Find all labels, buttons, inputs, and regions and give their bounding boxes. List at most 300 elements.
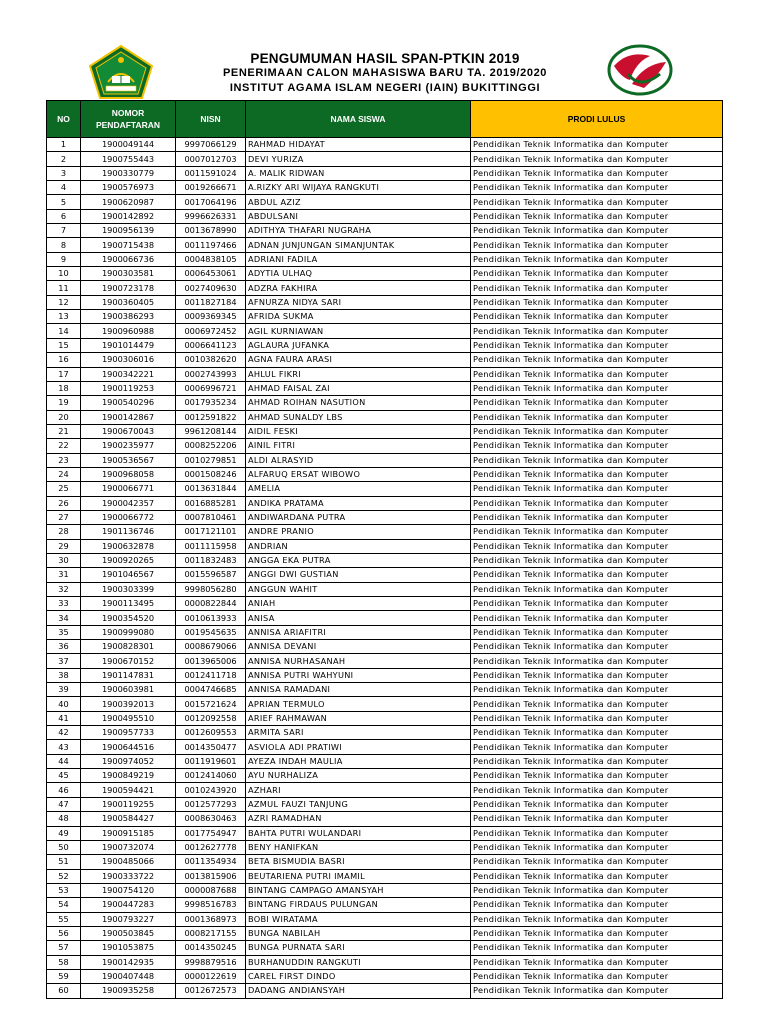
cell-no: 3 xyxy=(47,166,81,180)
cell-no: 45 xyxy=(47,769,81,783)
cell-nomor-pendaftaran: 1900603981 xyxy=(81,683,176,697)
cell-nisn: 0013815906 xyxy=(176,869,246,883)
cell-nama-siswa: APRIAN TERMULO xyxy=(246,697,471,711)
cell-nomor-pendaftaran: 1900330779 xyxy=(81,166,176,180)
table-row xyxy=(47,625,723,639)
cell-nama-siswa: BINTANG FIRDAUS PULUNGAN xyxy=(246,898,471,912)
cell-nama-siswa: ADITHYA THAFARI NUGRAHA xyxy=(246,224,471,238)
cell-nama-siswa: AGIL KURNIAWAN xyxy=(246,324,471,338)
cell-no: 19 xyxy=(47,396,81,410)
cell-no: 41 xyxy=(47,711,81,725)
cell-prodi-lulus: Pendidikan Teknik Informatika dan Komputer xyxy=(471,496,723,510)
cell-nisn: 0010279851 xyxy=(176,453,246,467)
cell-no: 26 xyxy=(47,496,81,510)
table-row xyxy=(47,267,723,281)
cell-nomor-pendaftaran: 1900485066 xyxy=(81,855,176,869)
cell-no: 18 xyxy=(47,381,81,395)
cell-no: 47 xyxy=(47,797,81,811)
cell-nomor-pendaftaran: 1900754120 xyxy=(81,883,176,897)
page-subtitle: PENERIMAAN CALON MAHASISWA BARU TA. 2019/2020 xyxy=(222,67,548,79)
cell-nama-siswa: AZHARI xyxy=(246,783,471,797)
cell-nisn: 0012411718 xyxy=(176,668,246,682)
cell-no: 54 xyxy=(47,898,81,912)
cell-no: 9 xyxy=(47,252,81,266)
cell-nomor-pendaftaran: 1900576973 xyxy=(81,181,176,195)
cell-nama-siswa: BUNGA NABILAH xyxy=(246,926,471,940)
cell-prodi-lulus: Pendidikan Teknik Informatika dan Komputer xyxy=(471,295,723,309)
cell-no: 36 xyxy=(47,640,81,654)
cell-nama-siswa: ADYTIA ULHAQ xyxy=(246,267,471,281)
cell-prodi-lulus: Pendidikan Teknik Informatika dan Komputer xyxy=(471,582,723,596)
cell-prodi-lulus: Pendidikan Teknik Informatika dan Komputer xyxy=(471,797,723,811)
cell-no: 11 xyxy=(47,281,81,295)
cell-nomor-pendaftaran: 1901136746 xyxy=(81,525,176,539)
iain-logo-icon xyxy=(606,44,674,96)
cell-prodi-lulus: Pendidikan Teknik Informatika dan Komputer xyxy=(471,381,723,395)
cell-no: 17 xyxy=(47,367,81,381)
cell-nomor-pendaftaran: 1900584427 xyxy=(81,812,176,826)
table-row xyxy=(47,826,723,840)
table-row xyxy=(47,797,723,811)
cell-nama-siswa: RAHMAD HIDAYAT xyxy=(246,138,471,152)
cell-nama-siswa: ANISA xyxy=(246,611,471,625)
cell-nisn: 0011115958 xyxy=(176,539,246,553)
table-row xyxy=(47,353,723,367)
cell-nomor-pendaftaran: 1900715438 xyxy=(81,238,176,252)
cell-nomor-pendaftaran: 1900968058 xyxy=(81,467,176,481)
cell-nama-siswa: BAHTA PUTRI WULANDARI xyxy=(246,826,471,840)
cell-nomor-pendaftaran: 1901147831 xyxy=(81,668,176,682)
column-header-prodi-lulus: PRODI LULUS xyxy=(471,101,723,138)
cell-prodi-lulus: Pendidikan Teknik Informatika dan Komputer xyxy=(471,668,723,682)
cell-no: 1 xyxy=(47,138,81,152)
cell-nama-siswa: AINIL FITRI xyxy=(246,439,471,453)
table-row xyxy=(47,410,723,424)
cell-no: 32 xyxy=(47,582,81,596)
institution-name: INSTITUT AGAMA ISLAM NEGERI (IAIN) BUKITTINGGI xyxy=(229,82,541,94)
cell-nama-siswa: BETA BISMUDIA BASRI xyxy=(246,855,471,869)
cell-nisn: 0007810461 xyxy=(176,510,246,524)
cell-nomor-pendaftaran: 1900920265 xyxy=(81,553,176,567)
cell-nisn: 0015721624 xyxy=(176,697,246,711)
cell-nomor-pendaftaran: 1900119255 xyxy=(81,797,176,811)
cell-no: 23 xyxy=(47,453,81,467)
table-row xyxy=(47,252,723,266)
cell-nama-siswa: ANNISA PUTRI WAHYUNI xyxy=(246,668,471,682)
cell-nisn: 0012577293 xyxy=(176,797,246,811)
cell-prodi-lulus: Pendidikan Teknik Informatika dan Komputer xyxy=(471,955,723,969)
page-header xyxy=(0,0,768,98)
cell-prodi-lulus: Pendidikan Teknik Informatika dan Komputer xyxy=(471,510,723,524)
cell-no: 14 xyxy=(47,324,81,338)
table-row xyxy=(47,597,723,611)
cell-no: 57 xyxy=(47,941,81,955)
table-row xyxy=(47,869,723,883)
cell-nama-siswa: ANDRE PRANIO xyxy=(246,525,471,539)
cell-nomor-pendaftaran: 1900066736 xyxy=(81,252,176,266)
cell-prodi-lulus: Pendidikan Teknik Informatika dan Komputer xyxy=(471,883,723,897)
cell-nomor-pendaftaran: 1900303399 xyxy=(81,582,176,596)
cell-no: 5 xyxy=(47,195,81,209)
cell-prodi-lulus: Pendidikan Teknik Informatika dan Komputer xyxy=(471,740,723,754)
cell-no: 35 xyxy=(47,625,81,639)
table-row xyxy=(47,166,723,180)
cell-no: 55 xyxy=(47,912,81,926)
cell-nisn: 0002743993 xyxy=(176,367,246,381)
cell-nama-siswa: ANNISA NURHASANAH xyxy=(246,654,471,668)
table-header-row xyxy=(47,101,723,138)
cell-nomor-pendaftaran: 1900755443 xyxy=(81,152,176,166)
cell-nisn: 0019545635 xyxy=(176,625,246,639)
cell-nomor-pendaftaran: 1900935258 xyxy=(81,984,176,998)
table-row xyxy=(47,453,723,467)
cell-nama-siswa: AFRIDA SUKMA xyxy=(246,310,471,324)
cell-nomor-pendaftaran: 1901014479 xyxy=(81,338,176,352)
kemenag-logo-icon xyxy=(86,44,156,100)
cell-nomor-pendaftaran: 1900447283 xyxy=(81,898,176,912)
cell-nama-siswa: ANNISA RAMADANI xyxy=(246,683,471,697)
cell-prodi-lulus: Pendidikan Teknik Informatika dan Komputer xyxy=(471,625,723,639)
table-row xyxy=(47,654,723,668)
cell-nomor-pendaftaran: 1900303581 xyxy=(81,267,176,281)
cell-prodi-lulus: Pendidikan Teknik Informatika dan Komputer xyxy=(471,683,723,697)
cell-nama-siswa: AGLAURA JUFANKA xyxy=(246,338,471,352)
cell-prodi-lulus: Pendidikan Teknik Informatika dan Komputer xyxy=(471,396,723,410)
cell-prodi-lulus: Pendidikan Teknik Informatika dan Komputer xyxy=(471,252,723,266)
cell-prodi-lulus: Pendidikan Teknik Informatika dan Komputer xyxy=(471,926,723,940)
cell-nisn: 0014350245 xyxy=(176,941,246,955)
cell-nisn: 9996626331 xyxy=(176,209,246,223)
cell-nisn: 0009369345 xyxy=(176,310,246,324)
table-row xyxy=(47,855,723,869)
cell-nomor-pendaftaran: 1900142867 xyxy=(81,410,176,424)
cell-nomor-pendaftaran: 1900915185 xyxy=(81,826,176,840)
table-row xyxy=(47,424,723,438)
cell-prodi-lulus: Pendidikan Teknik Informatika dan Komputer xyxy=(471,553,723,567)
cell-nomor-pendaftaran: 1900235977 xyxy=(81,439,176,453)
cell-nisn: 0016885281 xyxy=(176,496,246,510)
cell-prodi-lulus: Pendidikan Teknik Informatika dan Komputer xyxy=(471,869,723,883)
cell-prodi-lulus: Pendidikan Teknik Informatika dan Komputer xyxy=(471,367,723,381)
cell-nama-siswa: ANDRIAN xyxy=(246,539,471,553)
cell-nomor-pendaftaran: 1900723178 xyxy=(81,281,176,295)
cell-nomor-pendaftaran: 1900594421 xyxy=(81,783,176,797)
cell-nomor-pendaftaran: 1901046567 xyxy=(81,568,176,582)
cell-nisn: 0006641123 xyxy=(176,338,246,352)
table-row xyxy=(47,482,723,496)
cell-no: 12 xyxy=(47,295,81,309)
cell-prodi-lulus: Pendidikan Teknik Informatika dan Komputer xyxy=(471,324,723,338)
cell-nama-siswa: ABDUL AZIZ xyxy=(246,195,471,209)
cell-prodi-lulus: Pendidikan Teknik Informatika dan Komputer xyxy=(471,410,723,424)
cell-prodi-lulus: Pendidikan Teknik Informatika dan Komputer xyxy=(471,654,723,668)
cell-nama-siswa: AHMAD FAISAL ZAI xyxy=(246,381,471,395)
cell-no: 42 xyxy=(47,726,81,740)
cell-nisn: 0012672573 xyxy=(176,984,246,998)
table-row xyxy=(47,525,723,539)
table-row xyxy=(47,941,723,955)
cell-prodi-lulus: Pendidikan Teknik Informatika dan Komputer xyxy=(471,568,723,582)
cell-nomor-pendaftaran: 1900113495 xyxy=(81,597,176,611)
cell-nama-siswa: CAREL FIRST DINDO xyxy=(246,969,471,983)
cell-nama-siswa: AYEZA INDAH MAULIA xyxy=(246,754,471,768)
table-row xyxy=(47,969,723,983)
cell-prodi-lulus: Pendidikan Teknik Informatika dan Komputer xyxy=(471,754,723,768)
column-header-nomor-pendaftaran: NOMOR PENDAFTARAN xyxy=(81,101,176,138)
table-row xyxy=(47,396,723,410)
cell-nisn: 0010243920 xyxy=(176,783,246,797)
cell-nama-siswa: AHLUL FIKRI xyxy=(246,367,471,381)
cell-nama-siswa: ANNISA DEVANI xyxy=(246,640,471,654)
cell-nomor-pendaftaran: 1900793227 xyxy=(81,912,176,926)
cell-nisn: 9961208144 xyxy=(176,424,246,438)
cell-nama-siswa: AZMUL FAUZI TANJUNG xyxy=(246,797,471,811)
cell-nisn: 0011591024 xyxy=(176,166,246,180)
cell-nomor-pendaftaran: 1900956139 xyxy=(81,224,176,238)
table-row xyxy=(47,582,723,596)
cell-nisn: 0013965006 xyxy=(176,654,246,668)
table-row xyxy=(47,195,723,209)
table-row xyxy=(47,310,723,324)
cell-prodi-lulus: Pendidikan Teknik Informatika dan Komputer xyxy=(471,697,723,711)
cell-no: 22 xyxy=(47,439,81,453)
cell-nisn: 0001368973 xyxy=(176,912,246,926)
table-row xyxy=(47,711,723,725)
cell-nama-siswa: ADRIANI FADILA xyxy=(246,252,471,266)
cell-nisn: 0008217155 xyxy=(176,926,246,940)
cell-no: 7 xyxy=(47,224,81,238)
cell-prodi-lulus: Pendidikan Teknik Informatika dan Komputer xyxy=(471,224,723,238)
table-row xyxy=(47,640,723,654)
cell-prodi-lulus: Pendidikan Teknik Informatika dan Komputer xyxy=(471,783,723,797)
cell-nama-siswa: A. MALIK RIDWAN xyxy=(246,166,471,180)
cell-nama-siswa: ARIEF RAHMAWAN xyxy=(246,711,471,725)
cell-nisn: 9998056280 xyxy=(176,582,246,596)
cell-no: 50 xyxy=(47,840,81,854)
cell-no: 15 xyxy=(47,338,81,352)
table-row xyxy=(47,281,723,295)
cell-no: 56 xyxy=(47,926,81,940)
cell-nama-siswa: BINTANG CAMPAGO AMANSYAH xyxy=(246,883,471,897)
cell-nomor-pendaftaran: 1900354520 xyxy=(81,611,176,625)
cell-prodi-lulus: Pendidikan Teknik Informatika dan Komputer xyxy=(471,166,723,180)
cell-nisn: 0010382620 xyxy=(176,353,246,367)
cell-nisn: 0008630463 xyxy=(176,812,246,826)
cell-nama-siswa: ANDIKA PRATAMA xyxy=(246,496,471,510)
cell-prodi-lulus: Pendidikan Teknik Informatika dan Komputer xyxy=(471,525,723,539)
cell-nisn: 0013631844 xyxy=(176,482,246,496)
table-row xyxy=(47,224,723,238)
cell-nama-siswa: AZRI RAMADHAN xyxy=(246,812,471,826)
table-row xyxy=(47,611,723,625)
cell-nomor-pendaftaran: 1900333722 xyxy=(81,869,176,883)
table-row xyxy=(47,553,723,567)
cell-no: 31 xyxy=(47,568,81,582)
cell-nama-siswa: ARMITA SARI xyxy=(246,726,471,740)
table-row xyxy=(47,568,723,582)
cell-prodi-lulus: Pendidikan Teknik Informatika dan Komputer xyxy=(471,912,723,926)
cell-nama-siswa: AFNURZA NIDYA SARI xyxy=(246,295,471,309)
cell-no: 39 xyxy=(47,683,81,697)
cell-no: 24 xyxy=(47,467,81,481)
cell-nama-siswa: ALDI ALRASYID xyxy=(246,453,471,467)
cell-no: 34 xyxy=(47,611,81,625)
cell-no: 51 xyxy=(47,855,81,869)
cell-prodi-lulus: Pendidikan Teknik Informatika dan Komputer xyxy=(471,267,723,281)
cell-nomor-pendaftaran: 1900540296 xyxy=(81,396,176,410)
cell-nama-siswa: ALFARUQ ERSAT WIBOWO xyxy=(246,467,471,481)
cell-prodi-lulus: Pendidikan Teknik Informatika dan Komputer xyxy=(471,611,723,625)
cell-nisn: 0014350477 xyxy=(176,740,246,754)
column-header-nama-siswa: NAMA SISWA xyxy=(246,101,471,138)
table-row xyxy=(47,539,723,553)
cell-nama-siswa: DEVI YURIZA xyxy=(246,152,471,166)
table-row xyxy=(47,138,723,152)
cell-nama-siswa: AHMAD SUNALDY LBS xyxy=(246,410,471,424)
cell-nomor-pendaftaran: 1901053875 xyxy=(81,941,176,955)
cell-nomor-pendaftaran: 1900119253 xyxy=(81,381,176,395)
cell-nisn: 0019266671 xyxy=(176,181,246,195)
cell-nomor-pendaftaran: 1900536567 xyxy=(81,453,176,467)
cell-nomor-pendaftaran: 1900066772 xyxy=(81,510,176,524)
cell-nomor-pendaftaran: 1900828301 xyxy=(81,640,176,654)
cell-no: 2 xyxy=(47,152,81,166)
page-title: PENGUMUMAN HASIL SPAN-PTKIN 2019 xyxy=(250,51,520,66)
cell-prodi-lulus: Pendidikan Teknik Informatika dan Komputer xyxy=(471,769,723,783)
cell-nisn: 0017064196 xyxy=(176,195,246,209)
cell-nomor-pendaftaran: 1900049144 xyxy=(81,138,176,152)
cell-nomor-pendaftaran: 1900849219 xyxy=(81,769,176,783)
cell-nomor-pendaftaran: 1900644516 xyxy=(81,740,176,754)
cell-prodi-lulus: Pendidikan Teknik Informatika dan Komputer xyxy=(471,353,723,367)
table-row xyxy=(47,812,723,826)
cell-nama-siswa: ANDIWARDANA PUTRA xyxy=(246,510,471,524)
cell-nisn: 0010613933 xyxy=(176,611,246,625)
cell-no: 6 xyxy=(47,209,81,223)
cell-prodi-lulus: Pendidikan Teknik Informatika dan Komputer xyxy=(471,482,723,496)
cell-nomor-pendaftaran: 1900670152 xyxy=(81,654,176,668)
cell-nomor-pendaftaran: 1900407448 xyxy=(81,969,176,983)
cell-nisn: 0006972452 xyxy=(176,324,246,338)
cell-nisn: 0001508246 xyxy=(176,467,246,481)
cell-nama-siswa: BUNGA PURNATA SARI xyxy=(246,941,471,955)
cell-nama-siswa: AMELIA xyxy=(246,482,471,496)
cell-prodi-lulus: Pendidikan Teknik Informatika dan Komputer xyxy=(471,984,723,998)
cell-no: 43 xyxy=(47,740,81,754)
table-row xyxy=(47,769,723,783)
cell-no: 29 xyxy=(47,539,81,553)
cell-nisn: 0000087688 xyxy=(176,883,246,897)
table-row xyxy=(47,181,723,195)
cell-nomor-pendaftaran: 1900495510 xyxy=(81,711,176,725)
table-row xyxy=(47,840,723,854)
cell-nisn: 0015596587 xyxy=(176,568,246,582)
cell-no: 49 xyxy=(47,826,81,840)
cell-no: 4 xyxy=(47,181,81,195)
cell-nisn: 0012627778 xyxy=(176,840,246,854)
table-body xyxy=(47,138,723,999)
cell-nama-siswa: BEUTARIENA PUTRI IMAMIL xyxy=(246,869,471,883)
cell-prodi-lulus: Pendidikan Teknik Informatika dan Komputer xyxy=(471,969,723,983)
cell-nisn: 0013678990 xyxy=(176,224,246,238)
cell-prodi-lulus: Pendidikan Teknik Informatika dan Komputer xyxy=(471,238,723,252)
table-row xyxy=(47,510,723,524)
cell-nisn: 0012591822 xyxy=(176,410,246,424)
cell-no: 21 xyxy=(47,424,81,438)
cell-prodi-lulus: Pendidikan Teknik Informatika dan Komputer xyxy=(471,840,723,854)
cell-no: 25 xyxy=(47,482,81,496)
cell-nomor-pendaftaran: 1900386293 xyxy=(81,310,176,324)
cell-prodi-lulus: Pendidikan Teknik Informatika dan Komputer xyxy=(471,209,723,223)
cell-nisn: 0000822844 xyxy=(176,597,246,611)
cell-nomor-pendaftaran: 1900306016 xyxy=(81,353,176,367)
table-row xyxy=(47,324,723,338)
cell-prodi-lulus: Pendidikan Teknik Informatika dan Komputer xyxy=(471,826,723,840)
cell-nisn: 0006453061 xyxy=(176,267,246,281)
cell-nisn: 0004838105 xyxy=(176,252,246,266)
table-row xyxy=(47,984,723,998)
cell-nama-siswa: ABDULSANI xyxy=(246,209,471,223)
cell-nomor-pendaftaran: 1900732074 xyxy=(81,840,176,854)
table-row xyxy=(47,783,723,797)
cell-nama-siswa: ANNISA ARIAFITRI xyxy=(246,625,471,639)
table-row xyxy=(47,697,723,711)
cell-nisn: 0008252206 xyxy=(176,439,246,453)
cell-prodi-lulus: Pendidikan Teknik Informatika dan Komputer xyxy=(471,453,723,467)
cell-nomor-pendaftaran: 1900066771 xyxy=(81,482,176,496)
table-row xyxy=(47,152,723,166)
cell-nisn: 0004746685 xyxy=(176,683,246,697)
cell-nama-siswa: AYU NURHALIZA xyxy=(246,769,471,783)
cell-nama-siswa: BURHANUDDIN RANGKUTI xyxy=(246,955,471,969)
cell-prodi-lulus: Pendidikan Teknik Informatika dan Komputer xyxy=(471,338,723,352)
cell-nisn: 0011832483 xyxy=(176,553,246,567)
cell-nama-siswa: A.RIZKY ARI WIJAYA RANGKUTI xyxy=(246,181,471,195)
cell-nomor-pendaftaran: 1900142892 xyxy=(81,209,176,223)
cell-no: 16 xyxy=(47,353,81,367)
cell-nisn: 9998879516 xyxy=(176,955,246,969)
table-row xyxy=(47,754,723,768)
cell-no: 20 xyxy=(47,410,81,424)
cell-nisn: 0012092558 xyxy=(176,711,246,725)
table-row xyxy=(47,668,723,682)
table-row xyxy=(47,898,723,912)
cell-nomor-pendaftaran: 1900670043 xyxy=(81,424,176,438)
table-row xyxy=(47,295,723,309)
cell-prodi-lulus: Pendidikan Teknik Informatika dan Komputer xyxy=(471,597,723,611)
cell-no: 48 xyxy=(47,812,81,826)
cell-no: 10 xyxy=(47,267,81,281)
cell-prodi-lulus: Pendidikan Teknik Informatika dan Komputer xyxy=(471,898,723,912)
cell-no: 52 xyxy=(47,869,81,883)
cell-nisn: 0006996721 xyxy=(176,381,246,395)
cell-no: 13 xyxy=(47,310,81,324)
cell-nomor-pendaftaran: 1900360405 xyxy=(81,295,176,309)
cell-nama-siswa: AHMAD ROIHAN NASUTION xyxy=(246,396,471,410)
cell-prodi-lulus: Pendidikan Teknik Informatika dan Komputer xyxy=(471,138,723,152)
cell-nisn: 0008679066 xyxy=(176,640,246,654)
cell-no: 37 xyxy=(47,654,81,668)
cell-prodi-lulus: Pendidikan Teknik Informatika dan Komputer xyxy=(471,855,723,869)
cell-no: 59 xyxy=(47,969,81,983)
cell-nama-siswa: ASVIOLA ADI PRATIWI xyxy=(246,740,471,754)
cell-nomor-pendaftaran: 1900957733 xyxy=(81,726,176,740)
cell-no: 40 xyxy=(47,697,81,711)
table-row xyxy=(47,683,723,697)
cell-prodi-lulus: Pendidikan Teknik Informatika dan Komputer xyxy=(471,181,723,195)
cell-nama-siswa: ANGGUN WAHIT xyxy=(246,582,471,596)
cell-nomor-pendaftaran: 1900392013 xyxy=(81,697,176,711)
